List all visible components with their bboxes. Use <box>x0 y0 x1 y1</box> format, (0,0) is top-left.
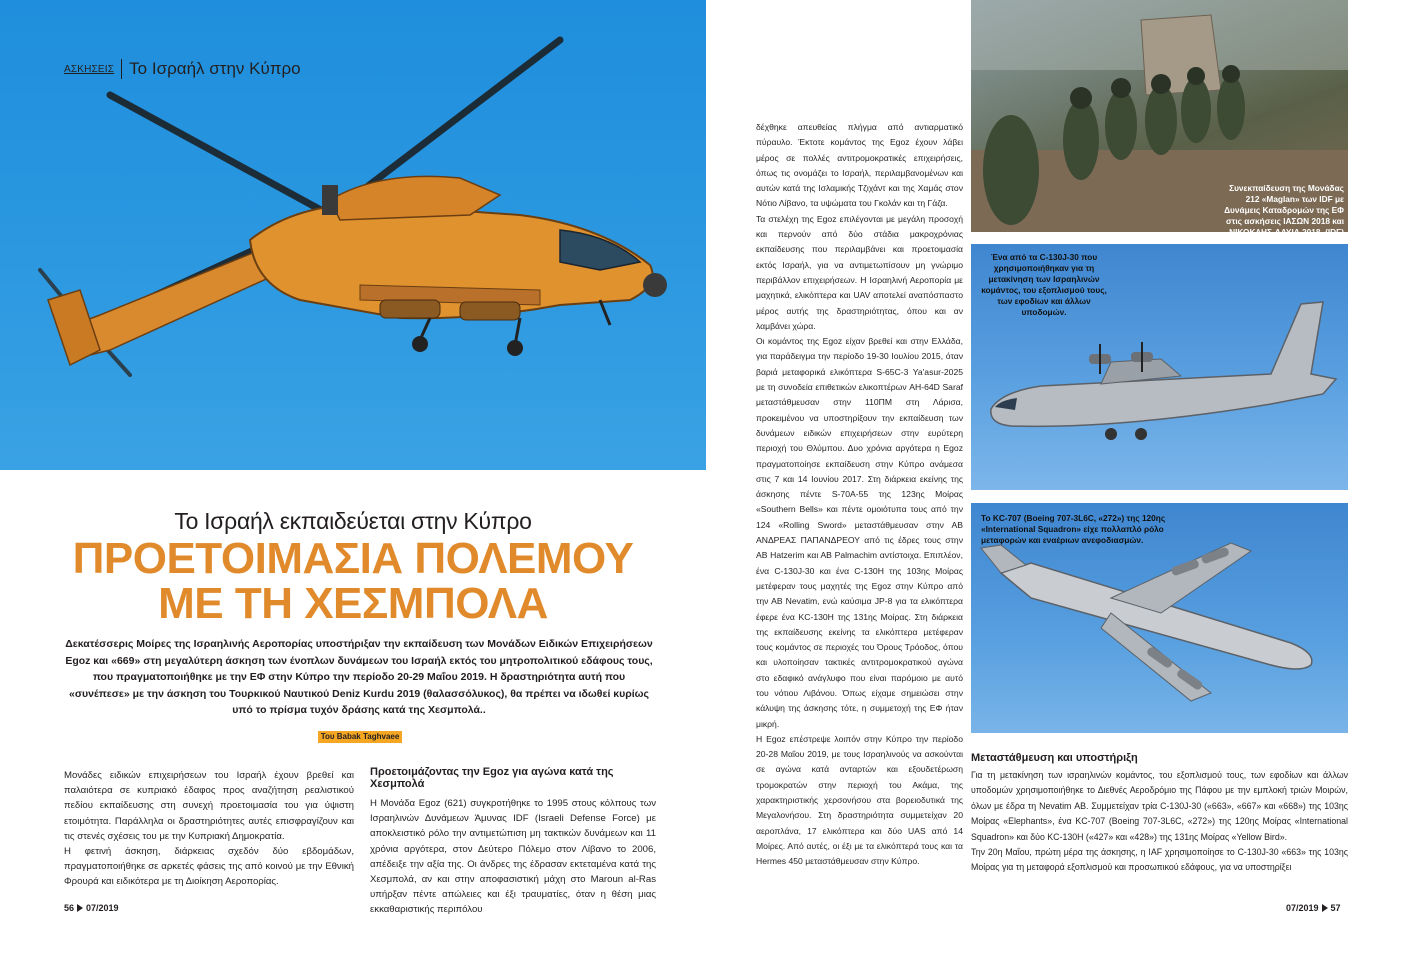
section-divider <box>121 59 122 79</box>
byline: Του Babak Taghvaee <box>318 731 402 743</box>
support-subhead: Μεταστάθμευση και υποστήριξη <box>971 752 1138 764</box>
support-paragraph-2: Την 20η Μαΐου, πρώτη μέρα της άσκησης, η IAF χρησιμοποίησε το C-130J-30 «663» της 103ης Μοίρας για τη μεταφορά εξοπλισμού και προσωπικού εδάφους, για να υποστηρίξει <box>971 847 1348 873</box>
bottom-right-section <box>971 752 1348 876</box>
article-headline <box>0 536 706 626</box>
right-paragraph-3: Οι κομάντος της Egoz είχαν βρεθεί και στην Ελλάδα, για παράδειγμα την περίοδο 19-30 Ιουλίου 2015, όταν βαριά μεταφορικά ελικόπτερα S-65C-3 Ya'asur-2025 με τη συνοδεία επιθετικών ελικοπτέρων AH-64D Saraf μεταστάθμευσαν στην 110ΠΜ στη Λάρισα, προκειμένου να υποστηρίξουν την εκπαίδευση των δυνάμεων ειδικών επιχειρήσεων στην ευρύτερη περιοχή του Θλύμπου. Δυο χρόνια αργότερα η Egoz πραγματοποίησε εκπαίδευση στην Κύπρο ανάμεσα στις 7 και 14 Ιουνίου 2017. Στη διάρκεια εκείνης της άσκησης πέντε S-70A-55 της 123ης Μοίρας «Southern Bells» και πέντε ομοιότυπα τους από την 124 «Rolling Sword» μεταστάθμευσαν στην ΑΒ ΑΝΔΡΕΑΣ ΠΑΠΑΝΔΡΕΟΥ από τις έδρες τους στην ΑΒ Hatzerim και ΑΒ Palmachim αντίστοιχα. Επιπλέον, ένα C-130J-30 και ένα C-130H της 103ης Μοίρας μετέφεραν τους μαχητές της Egoz στην Κύπρο από την ΑΒ Nevatim, ενώ καύσιμα JP-8 για τα ελικόπτερα έφερε ένα KC-130H της 131ης Μοίρας. Στη διάρκεια της εκπαίδευσης εκείνης τα ελικόπτερα μετέφεραν τους κομάντος σε περιοχές του Όρους Τρόοδος, όπου και υλοποίησαν τακτικές αντιτρομοκρατικού αγώνα στο εδαφικό ανάγλυφο που είναι παρόμοιο με αυτό του νότιου Λιβάνου. Όπως είχαμε σημειώσει στην κάλυψη της άσκησης τότε, η συμμετοχή της ΕΦ ήταν μικρή. <box>756 336 963 729</box>
right-paragraph-1: δέχθηκε απευθείας πλήγμα από αντιαρματικό πύραυλο. Έκτοτε κομάντος της Egoz έχουν λάβει μέρος σε πολλές αντιτρομοκρατικές επιχειρήσεις, όπως τις ονομάζει το Ισραήλ, περιλαμβανομένων και αυτών κατά της Ισλαμικής Τζιχάντ και της Χαμάς στον Νότιο Λίβανο, τα υψώματα του Γκολάν και τη Γάζα. <box>756 122 963 209</box>
section-header <box>64 58 301 80</box>
left-issue-date: 07/2019 <box>86 903 119 913</box>
article-pretitle: Το Ισραήλ εκπαιδεύεται στην Κύπρο <box>174 508 532 534</box>
section-title: Το Ισραήλ στην Κύπρο <box>129 59 301 78</box>
col2-paragraph-1: Η Μονάδα Egoz (621) συγκροτήθηκε το 1995 στους κόλπους των Ισραηλινών Δυνάμεων Άμυνας IDF (Israeli Defense Force) με αποκλειστικό ρόλο την αντιμετώπιση μη τακτικών δυνάμεων και 11 χρόνια αργότερα, στον Δεύτερο Πόλεμο στον Λίβανο το 2006, απέδειξε την αξία της. Οι άνδρες της έδρασαν εκτεταμένα κατά της Χεσμπολά, αν και στην αποφασιστική μάχη στο Maroun al-Ras υπήρξαν πέντε απώλειες και έξι τραυματίες, όταν η θέση μιας εκκαθαριστικής περιπόλου <box>370 798 656 916</box>
right-page-number: 57 <box>1330 903 1341 913</box>
right-paragraph-4: Η Egoz επέστρεψε λοιπόν στην Κύπρο την περίοδο 20-28 Μαΐου 2019, με τους Ισραηλινούς να ασκούνται σε αγώνα κατά ανταρτών και εξουδετέρωση τρομοκρατών στην περιοχή του Ακάμα, της χαρακτηριστικής χερσονήσου στα βορειοδυτικά της Μεγαλονήσου. Στη δραστηριότητα συμμετείχαν 20 αεροπλάνα, 17 ελικόπτερα και δύο UAS από 14 Μοίρες. Από αυτές, οι έξι με τα ελικόπτερά τους και τα Hermes 450 μεταστάθμευσαν στην Κύπρο. <box>756 733 963 867</box>
left-folio <box>64 903 119 913</box>
left-column-1 <box>64 768 354 890</box>
headline-line-1: ΠΡΟΕΤΟΙΜΑΣΙΑ ΠΟΛΕΜΟΥ <box>72 534 634 583</box>
right-text-column <box>756 120 963 870</box>
right-paragraph-2: Τα στελέχη της Egoz επιλέγονται με μεγάλη προσοχή και περνούν από δύο στάδια μακροχρόνιας εκπαίδευσης που περιλαμβάνει και προετοιμασία εκτός Ισραήλ, για να αντιμετωπίσουν μη γνώριμο περιβάλλον επιχειρήσεων. Η Ισραηλινή Αεροπορία με μαχητικά, ελικόπτερα και UAV αποτελεί αναπόσπαστο μέρος αυτής της δραστηριότητας, όπου και αν λαμβάνει χώρα. <box>756 213 963 331</box>
col2-subhead: Προετοιμάζοντας την Egoz για αγώνα κατά της Χεσμπολά <box>370 766 614 790</box>
col1-paragraph-1: Μονάδες ειδικών επιχειρήσεων του Ισραήλ έχουν βρεθεί και παλαιότερα σε κυπριακό έδαφος προς αναζήτηση ρεαλιστικού πεδίου εκπαίδευσης στη συνεχή προετοιμασία του για ύψιστη ετοιμότητα. Παράλληλα οι δραστηριότητες αυτές επισφραγίζουν και τις στενές σχέσεις του με την Κυπριακή Δημοκρατία. <box>64 770 354 842</box>
right-folio <box>1286 903 1341 913</box>
caption-kc707: Το KC-707 (Boeing 707-3L6C, «272») της 120ης «International Squadron» είχε πολλαπλό ρόλο μεταφορών και εναέριων ανεφοδιασμών. <box>981 513 1166 545</box>
right-page <box>706 0 1412 953</box>
folio-arrow-icon <box>77 904 83 912</box>
caption-soldiers: Συνεκπαίδευση της Μονάδας 212 «Maglan» των IDF με Δυνάμεις Καταδρομών της ΕΦ στις ασκήσεις ΙΑΣΩΝ 2018 και ΝΙΚΟΚΛΗΣ-ΔΑΥΙΔ 2018. (IDF) <box>1224 183 1344 237</box>
right-issue-date: 07/2019 <box>1286 903 1319 913</box>
folio-arrow-icon <box>1322 904 1328 912</box>
left-page-number: 56 <box>64 903 75 913</box>
section-kicker: ΑΣΚΗΣΕΙΣ <box>64 63 115 75</box>
caption-c130: Ένα από τα C-130J-30 που χρησιμοποιήθηκαν για τη μετακίνηση των Ισραηλινών κομάντος, του εξοπλισμού τους, των εφοδίων και άλλων υποδομών. <box>981 252 1107 317</box>
col1-paragraph-2: Η φετινή άσκηση, διάρκειας σχεδόν δύο εβδομάδων, πραγματοποιήθηκε σε αρκετές φάσεις της από κοινού με την Εθνική Φρουρά και ειδικότερα με τη Διοίκηση Αεροπορίας. <box>64 846 354 888</box>
article-lead: Δεκατέσσερις Μοίρες της Ισραηλινής Αεροπορίας υποστήριξαν την εκπαίδευση των Μονάδων Ειδικών Επιχειρήσεων Egoz και «669» στη μεγαλύτερη άσκηση των ένοπλων δυνάμεων του Ισραήλ εκτός του μητροπολιτικού εδάφους τους, που πραγματοποιήθηκε με την ΕΦ στην Κύπρο την περίοδο 20-29 Μαΐου 2019. Η δραστηριότητα αυτή που «συνέπεσε» με την άσκηση του Τουρκικού Ναυτικού Deniz Kurdu 2019 (θαλασσόλυκος), θα πρέπει να ιδωθεί κυρίως υπό το πρίσμα τυχόν δράσης κατά της Χεσμπολά.. <box>65 638 653 717</box>
support-paragraph-1: Για τη μετακίνηση των ισραηλινών κομάντος, του εξοπλισμού τους, των εφοδίων και άλλων υποδομών χρησιμοποιήθηκε το Διεθνές Αεροδρόμιο της Πάφου με την εμπλοκή τριών Μοιρών, όλων με έδρα τη Nevatim ΑΒ. Συμμετείχαν τρία C-130J-30 («663», «667» και «668») της 103ης Μοίρας «Elephants», ένα KC-707 (Boeing 707-3L6C, «272») της 120ης Μοίρας «International Squadron» και δύο KC-130H («427» και «428») της 131ης Μοίρας «Yellow Bird». <box>971 770 1348 842</box>
left-column-2 <box>370 766 656 918</box>
headline-line-2: ΜΕ ΤΗ ΧΕΣΜΠΟΛΑ <box>158 579 548 628</box>
